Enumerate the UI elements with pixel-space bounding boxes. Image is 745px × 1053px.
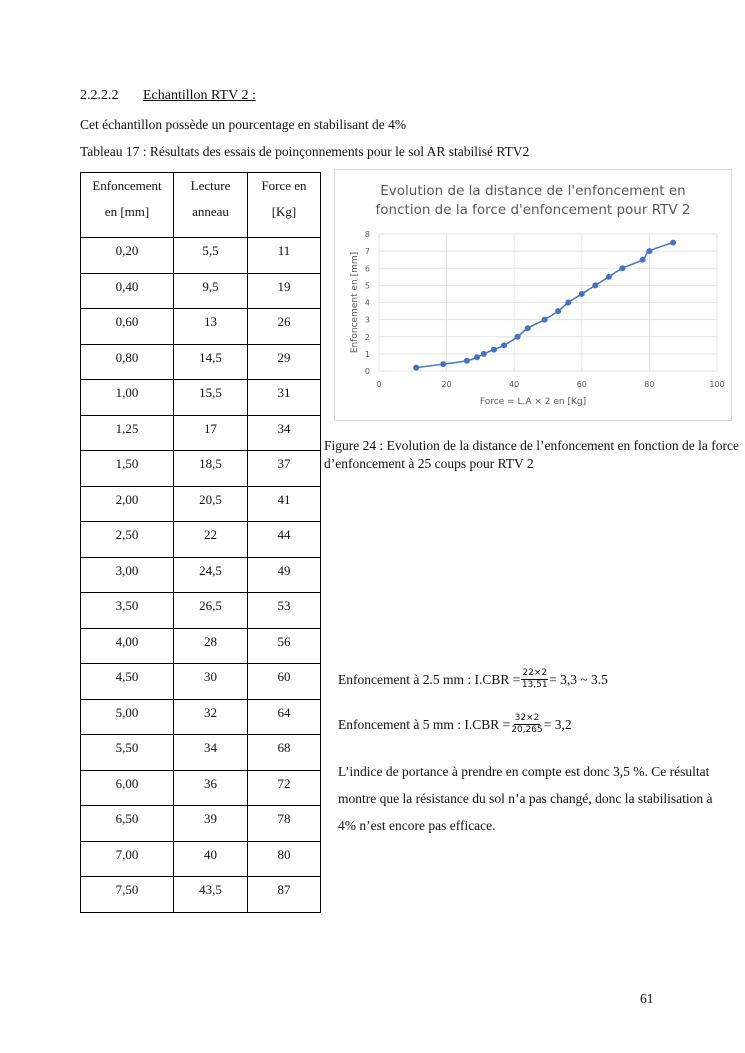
y-tick-label: 0 bbox=[364, 367, 370, 376]
cell-force: 64 bbox=[248, 699, 321, 735]
data-point bbox=[579, 291, 585, 297]
cell-lecture: 28 bbox=[174, 628, 248, 664]
cell-force: 53 bbox=[248, 593, 321, 629]
cell-force: 72 bbox=[248, 770, 321, 806]
table-row bbox=[81, 806, 321, 842]
cell-force: 34 bbox=[248, 415, 321, 451]
cell-enfoncement: 1,25 bbox=[81, 415, 174, 451]
cell-lecture: 32 bbox=[174, 699, 248, 735]
data-point bbox=[670, 240, 676, 246]
cell-force: 19 bbox=[248, 273, 321, 309]
table-row bbox=[81, 273, 321, 309]
table-row bbox=[81, 238, 321, 274]
data-point bbox=[464, 358, 470, 364]
series-line bbox=[416, 243, 673, 368]
header-force: Force en [Kg] bbox=[248, 173, 321, 238]
data-point bbox=[481, 351, 487, 357]
x-tick-label: 80 bbox=[644, 380, 655, 389]
cell-enfoncement: 3,00 bbox=[81, 557, 174, 593]
x-tick-label: 60 bbox=[576, 380, 587, 389]
table-row bbox=[81, 451, 321, 487]
cell-lecture: 13 bbox=[174, 309, 248, 345]
data-point bbox=[592, 282, 598, 288]
y-tick-label: 6 bbox=[364, 264, 370, 274]
x-tick-label: 40 bbox=[509, 380, 520, 389]
data-point bbox=[474, 354, 480, 360]
cell-enfoncement: 7,50 bbox=[81, 877, 174, 913]
cell-lecture: 22 bbox=[174, 522, 248, 558]
formula2-prefix: Enfoncement à 5 mm : I.CBR = bbox=[338, 716, 511, 732]
table-row bbox=[81, 415, 321, 451]
data-point bbox=[646, 248, 652, 254]
header-enfoncement: Enfoncement en [mm] bbox=[81, 173, 174, 238]
data-point bbox=[640, 257, 646, 263]
y-tick-label: 8 bbox=[364, 230, 370, 239]
table-row bbox=[81, 841, 321, 877]
cell-enfoncement: 1,00 bbox=[81, 380, 174, 416]
chart-title: fonction de la force d'enfoncement pour RTV 2 bbox=[375, 202, 691, 218]
y-tick-label: 3 bbox=[364, 315, 370, 325]
table-row bbox=[81, 557, 321, 593]
cell-force: 31 bbox=[248, 380, 321, 416]
x-tick-label: 0 bbox=[376, 380, 382, 389]
section-heading bbox=[80, 88, 256, 104]
cell-lecture: 26,5 bbox=[174, 593, 248, 629]
cell-enfoncement: 3,50 bbox=[81, 593, 174, 629]
section-number: 2.2.2.2 bbox=[80, 88, 119, 103]
cell-lecture: 39 bbox=[174, 806, 248, 842]
cell-enfoncement: 6,50 bbox=[81, 806, 174, 842]
cell-enfoncement: 0,60 bbox=[81, 309, 174, 345]
cell-enfoncement: 5,50 bbox=[81, 735, 174, 771]
table-row bbox=[81, 593, 321, 629]
data-point bbox=[606, 274, 612, 280]
cell-lecture: 34 bbox=[174, 735, 248, 771]
cell-lecture: 20,5 bbox=[174, 486, 248, 522]
cell-enfoncement: 6,00 bbox=[81, 770, 174, 806]
cell-force: 78 bbox=[248, 806, 321, 842]
cell-lecture: 36 bbox=[174, 770, 248, 806]
cell-enfoncement: 0,20 bbox=[81, 238, 174, 274]
cell-force: 56 bbox=[248, 628, 321, 664]
conclusion-text: L’indice de portance à prendre en compte est donc 3,5 %. Ce résultat montre que la résistance du sol n’a pas changé, donc la stabilisation à 4% n’est encore pas efficace. bbox=[338, 764, 713, 833]
table-row bbox=[81, 380, 321, 416]
table-header-row bbox=[81, 173, 321, 238]
x-axis-label: Force = L.A × 2 en [Kg] bbox=[479, 397, 587, 407]
table-row bbox=[81, 699, 321, 735]
data-point bbox=[515, 334, 521, 340]
results-table bbox=[80, 172, 321, 913]
data-point bbox=[491, 347, 497, 353]
table-row bbox=[81, 735, 321, 771]
table-row bbox=[81, 628, 321, 664]
cell-force: 49 bbox=[248, 557, 321, 593]
cell-lecture: 14,5 bbox=[174, 344, 248, 380]
cell-force: 68 bbox=[248, 735, 321, 771]
y-tick-label: 5 bbox=[364, 281, 370, 291]
figure-caption: Figure 24 : Evolution de la distance de l’enfoncement en fonction de la force d’enfoncement à 25 coups pour RTV 2 bbox=[324, 438, 739, 471]
formula1-suffix: = 3,3 ~ 3.5 bbox=[549, 671, 608, 687]
data-point bbox=[619, 265, 625, 271]
data-point bbox=[525, 325, 531, 331]
cell-lecture: 18,5 bbox=[174, 451, 248, 487]
page-number: 61 bbox=[640, 991, 654, 1006]
x-tick-label: 100 bbox=[709, 380, 725, 389]
data-point bbox=[542, 317, 548, 323]
cell-enfoncement: 0,80 bbox=[81, 344, 174, 380]
x-tick-label: 20 bbox=[441, 380, 452, 389]
data-point bbox=[555, 308, 561, 314]
cell-enfoncement: 1,50 bbox=[81, 451, 174, 487]
table-caption: Tableau 17 : Résultats des essais de poinçonnements pour le sol AR stabilisé RTV2 bbox=[80, 144, 530, 159]
data-point bbox=[501, 342, 507, 348]
header-lecture: Lecture anneau bbox=[174, 173, 248, 238]
chart-figure bbox=[334, 169, 732, 421]
chart-svg bbox=[335, 170, 731, 420]
cell-lecture: 17 bbox=[174, 415, 248, 451]
cell-lecture: 5,5 bbox=[174, 238, 248, 274]
y-tick-label: 1 bbox=[364, 349, 370, 359]
cell-lecture: 24,5 bbox=[174, 557, 248, 593]
cell-lecture: 15,5 bbox=[174, 380, 248, 416]
cell-enfoncement: 7,00 bbox=[81, 841, 174, 877]
cell-lecture: 43,5 bbox=[174, 877, 248, 913]
cell-force: 29 bbox=[248, 344, 321, 380]
formula-2-5mm bbox=[338, 668, 608, 691]
cell-force: 44 bbox=[248, 522, 321, 558]
data-point bbox=[413, 365, 419, 371]
cell-force: 87 bbox=[248, 877, 321, 913]
formula2-suffix: = 3,2 bbox=[543, 716, 572, 732]
data-point bbox=[565, 300, 571, 306]
data-point bbox=[440, 361, 446, 367]
intro-text: Cet échantillon possède un pourcentage en stabilisant de 4% bbox=[80, 117, 407, 132]
section-title: Echantillon RTV 2 : bbox=[143, 88, 256, 103]
cell-enfoncement: 4,50 bbox=[81, 664, 174, 700]
cell-enfoncement: 5,00 bbox=[81, 699, 174, 735]
cell-force: 80 bbox=[248, 841, 321, 877]
formula1-fraction: $\frac{22\times 2}{13,51}$ bbox=[521, 668, 548, 690]
cell-lecture: 9,5 bbox=[174, 273, 248, 309]
formula-5mm bbox=[338, 713, 572, 736]
cell-enfoncement: 2,00 bbox=[81, 486, 174, 522]
y-tick-label: 7 bbox=[364, 247, 370, 257]
formula2-fraction: $\frac{32\times 2}{20,265}$ bbox=[511, 713, 543, 735]
formula1-prefix: Enfoncement à 2.5 mm : I.CBR = bbox=[338, 671, 521, 687]
cell-lecture: 40 bbox=[174, 841, 248, 877]
table-row bbox=[81, 486, 321, 522]
chart-title: Evolution de la distance de l'enfoncement en bbox=[380, 183, 686, 199]
cell-force: 11 bbox=[248, 238, 321, 274]
cell-enfoncement: 0,40 bbox=[81, 273, 174, 309]
table-row bbox=[81, 877, 321, 913]
table-row bbox=[81, 664, 321, 700]
table-row bbox=[81, 344, 321, 380]
cell-enfoncement: 2,50 bbox=[81, 522, 174, 558]
table-row bbox=[81, 309, 321, 345]
cell-force: 60 bbox=[248, 664, 321, 700]
cell-lecture: 30 bbox=[174, 664, 248, 700]
table-row bbox=[81, 522, 321, 558]
y-axis-label: Enfoncement en [mm] bbox=[350, 251, 360, 354]
cell-force: 37 bbox=[248, 451, 321, 487]
cell-force: 41 bbox=[248, 486, 321, 522]
table-row bbox=[81, 770, 321, 806]
y-tick-label: 2 bbox=[364, 332, 370, 342]
cell-enfoncement: 4,00 bbox=[81, 628, 174, 664]
y-tick-label: 4 bbox=[364, 298, 370, 308]
cell-force: 26 bbox=[248, 309, 321, 345]
